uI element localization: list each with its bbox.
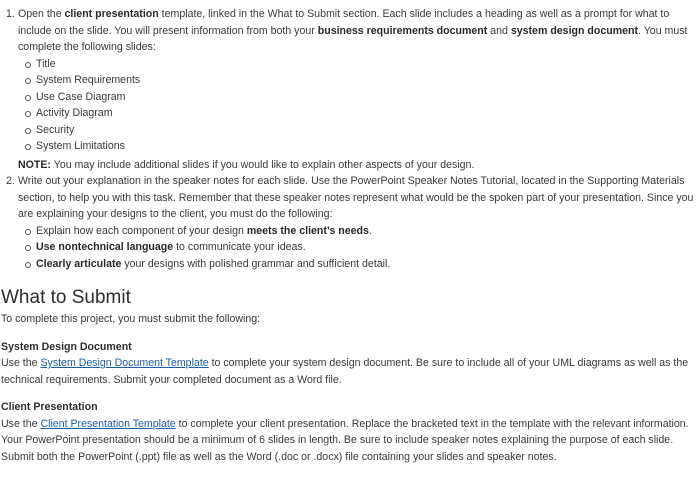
list-item: Explain how each component of your design meets the client’s needs. (36, 223, 694, 240)
list-item: System Limitations (36, 138, 694, 155)
slide-list (18, 56, 694, 155)
list-item: Clearly articulate your designs with polished grammar and sufficient detail. (36, 256, 694, 273)
step-2-text: Write out your explanation in the speaker notes for each slide. Use the PowerPoint Speaker Notes Tutorial, located in the Supporting Materials section, to help you with this task. Remember that these speaker notes represent what would be the spoken part of your presentation. Since you are explaining your designs to the client, you must do the following: (18, 175, 694, 220)
section-title: Client Presentation (1, 401, 98, 413)
intro-text: To complete this project, you must submit the following: (1, 313, 261, 325)
list-item: Use Case Diagram (36, 89, 694, 106)
note-label: NOTE: (18, 158, 51, 171)
client-presentation-template-link[interactable]: Client Presentation Template (40, 417, 176, 430)
what-to-submit-section (0, 287, 694, 465)
list-item: System Requirements (36, 72, 694, 89)
note (18, 157, 694, 174)
note-text: You may include additional slides if you would like to explain other aspects of your design. (50, 158, 475, 171)
step-1-text: Open the client presentation template, linked in the What to Submit section. Each slide includes a heading as well as a prompt for what to include on the slide. You will present information from both your business requirements document and system design document. You must complete the following slides: (18, 8, 688, 53)
list-item: Title (36, 56, 694, 73)
document (0, 6, 694, 465)
list-item: Activity Diagram (36, 105, 694, 122)
section-body: Use the System Design Document Template to complete your system design document. Be sure to include all of your UML diagrams as well as the technical requirements. Submit your completed document as a Word file. (1, 357, 689, 386)
list-item: Use nontechnical language to communicate your ideas. (36, 239, 694, 256)
requirement-list (18, 223, 694, 273)
system-design-template-link[interactable]: System Design Document Template (40, 357, 209, 369)
section-heading: What to Submit (1, 287, 131, 308)
instruction-steps (0, 6, 694, 272)
system-design-document-section (1, 339, 694, 389)
section-title: System Design Document (1, 340, 132, 353)
list-item: Security (36, 122, 694, 139)
step-number: 2. (6, 175, 15, 187)
client-presentation-section (1, 399, 694, 465)
section-body: Use the Client Presentation Template to complete your client presentation. Replace the bracketed text in the template with the relevant information. Your PowerPoint presentation should be a minimum of 6 slides in length. Be sure to include speaker notes explaining the purpose of each slide. Submit both the PowerPoint (.ppt) file as well as the Word (.doc or .docx) file containing your slides and speaker notes. (1, 417, 689, 463)
step-number: 1. (6, 8, 15, 20)
step-2 (6, 173, 694, 272)
step-1 (6, 6, 694, 173)
